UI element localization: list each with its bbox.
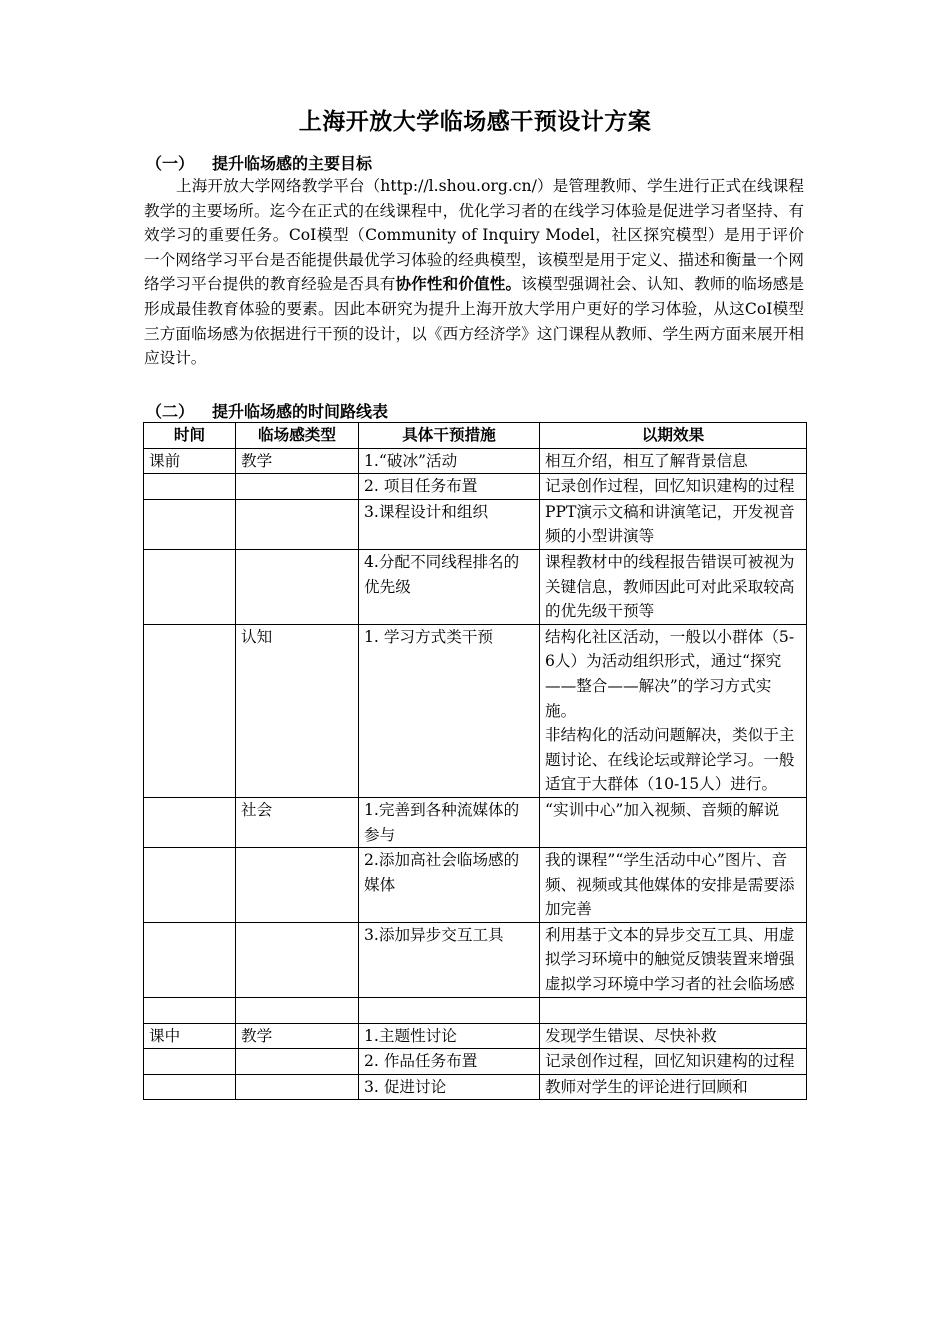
cell-expected-effect: 利用基于文本的异步交互工具、用虚拟学习环境中的触觉反馈装置来增强虚拟学习环境中学习者的社会临场感	[540, 922, 807, 997]
cell-expected-effect: 相互介绍，相互了解背景信息	[540, 448, 807, 474]
cell-intervention: 1.“破冰”活动	[359, 448, 540, 474]
cell-presence-type	[236, 848, 359, 923]
table-header-row	[144, 423, 807, 449]
cell-expected-effect	[540, 997, 807, 1023]
table-row	[144, 797, 807, 847]
cell-time: 课前	[144, 448, 236, 474]
cell-time	[144, 549, 236, 624]
section-heading-text: 提升临场感的主要目标	[212, 154, 373, 173]
cell-intervention: 3. 促进讨论	[359, 1074, 540, 1100]
header-time: 时间	[144, 423, 236, 449]
cell-intervention: 2. 项目任务布置	[359, 474, 540, 500]
cell-presence-type: 认知	[236, 624, 359, 797]
cell-expected-effect: 记录创作过程，回忆知识建构的过程	[540, 1049, 807, 1075]
cell-expected-effect: 结构化社区活动，一般以小群体（5-6人）为活动组织形式，通过“探究——整合——解决”的学习方式实施。 非结构化的活动问题解决，类似于主题讨论、在线论坛或辩论学习。一般适宜于大群体（10-15人）进行。	[540, 624, 807, 797]
cell-presence-type	[236, 1074, 359, 1100]
cell-intervention: 2.添加高社会临场感的媒体	[359, 848, 540, 923]
table-row	[144, 997, 807, 1023]
cell-intervention: 2. 作品任务布置	[359, 1049, 540, 1075]
cell-presence-type: 教学	[236, 1023, 359, 1049]
section-number: （一）	[146, 154, 195, 173]
cell-time	[144, 797, 236, 847]
cell-expected-effect: 课程教材中的线程报告错误可被视为关键信息，教师因此可对此采取较高的优先级干预等	[540, 549, 807, 624]
cell-presence-type	[236, 549, 359, 624]
cell-time	[144, 624, 236, 797]
cell-time	[144, 1074, 236, 1100]
cell-presence-type	[236, 922, 359, 997]
cell-intervention	[359, 997, 540, 1023]
cell-presence-type: 教学	[236, 448, 359, 474]
cell-time: 课中	[144, 1023, 236, 1049]
table-row	[144, 499, 807, 549]
table-row	[144, 1074, 807, 1100]
cell-expected-effect: “实训中心”加入视频、音频的解说	[540, 797, 807, 847]
cell-presence-type	[236, 474, 359, 500]
table-row	[144, 474, 807, 500]
cell-expected-effect: 教师对学生的评论进行回顾和	[540, 1074, 807, 1100]
table-row	[144, 624, 807, 797]
section-heading-text: 提升临场感的时间路线表	[212, 402, 389, 421]
cell-presence-type: 社会	[236, 797, 359, 847]
section-heading-goals	[146, 151, 372, 174]
cell-presence-type	[236, 1049, 359, 1075]
paragraph-text-continued: 该模型强调社会、认知、教师的临场感是形成最佳教育体验的要素。因此本研究为提升上海开放大学用户更好的学习体验，从这CoI模型三方面临场感为依据进行干预的设计，以《西方经济学》这门课程从教师、学生两方面来展开相应设计。	[144, 275, 804, 368]
cell-time	[144, 848, 236, 923]
cell-expected-effect: PPT演示文稿和讲演笔记，开发视音频的小型讲演等	[540, 499, 807, 549]
table-row	[144, 922, 807, 997]
table-row	[144, 1049, 807, 1075]
section-heading-timeline	[146, 399, 388, 422]
document-title: 上海开放大学临场感干预设计方案	[298, 109, 652, 135]
cell-expected-effect: 我的课程”“学生活动中心”图片、音频、视频或其他媒体的安排是需要添加完善	[540, 848, 807, 923]
cell-intervention: 3.课程设计和组织	[359, 499, 540, 549]
paragraph-text: 上海开放大学网络教学平台（http://l.shou.org.cn/）是管理教师、学生进行正式在线课程教学的主要场所。迄今在正式的在线课程中，优化学习者的在线学习体验是促进学习者坚持、有效学习的重要任务。CoI模型（Community of Inquiry Model，社区探究模型）是用于评价一个网络学习平台是否能提供最优学习体验的经典模型，该模型是用于定义、描述和衡量一个网络学习平台提供的教育经验是否具有	[144, 177, 804, 294]
cell-presence-type	[236, 499, 359, 549]
cell-intervention: 3.添加异步交互工具	[359, 922, 540, 997]
cell-time	[144, 499, 236, 549]
table-row	[144, 549, 807, 624]
header-intervention: 具体干预措施	[359, 423, 540, 449]
cell-time	[144, 1049, 236, 1075]
intro-paragraph	[144, 174, 804, 371]
cell-intervention: 4.分配不同线程排名的优先级	[359, 549, 540, 624]
cell-time	[144, 922, 236, 997]
table-row	[144, 448, 807, 474]
cell-intervention: 1. 学习方式类干预	[359, 624, 540, 797]
section-number: （二）	[146, 402, 195, 421]
table-row	[144, 1023, 807, 1049]
cell-expected-effect: 发现学生错误、尽快补救	[540, 1023, 807, 1049]
cell-expected-effect: 记录创作过程，回忆知识建构的过程	[540, 474, 807, 500]
cell-time	[144, 997, 236, 1023]
cell-intervention: 1.完善到各种流媒体的参与	[359, 797, 540, 847]
cell-time	[144, 474, 236, 500]
cell-presence-type	[236, 997, 359, 1023]
cell-intervention: 1.主题性讨论	[359, 1023, 540, 1049]
timeline-table	[143, 422, 807, 1100]
header-expected-effect: 以期效果	[540, 423, 807, 449]
paragraph-emphasis: 协作性和价值性。	[395, 275, 522, 294]
table-row	[144, 848, 807, 923]
header-presence-type: 临场感类型	[236, 423, 359, 449]
